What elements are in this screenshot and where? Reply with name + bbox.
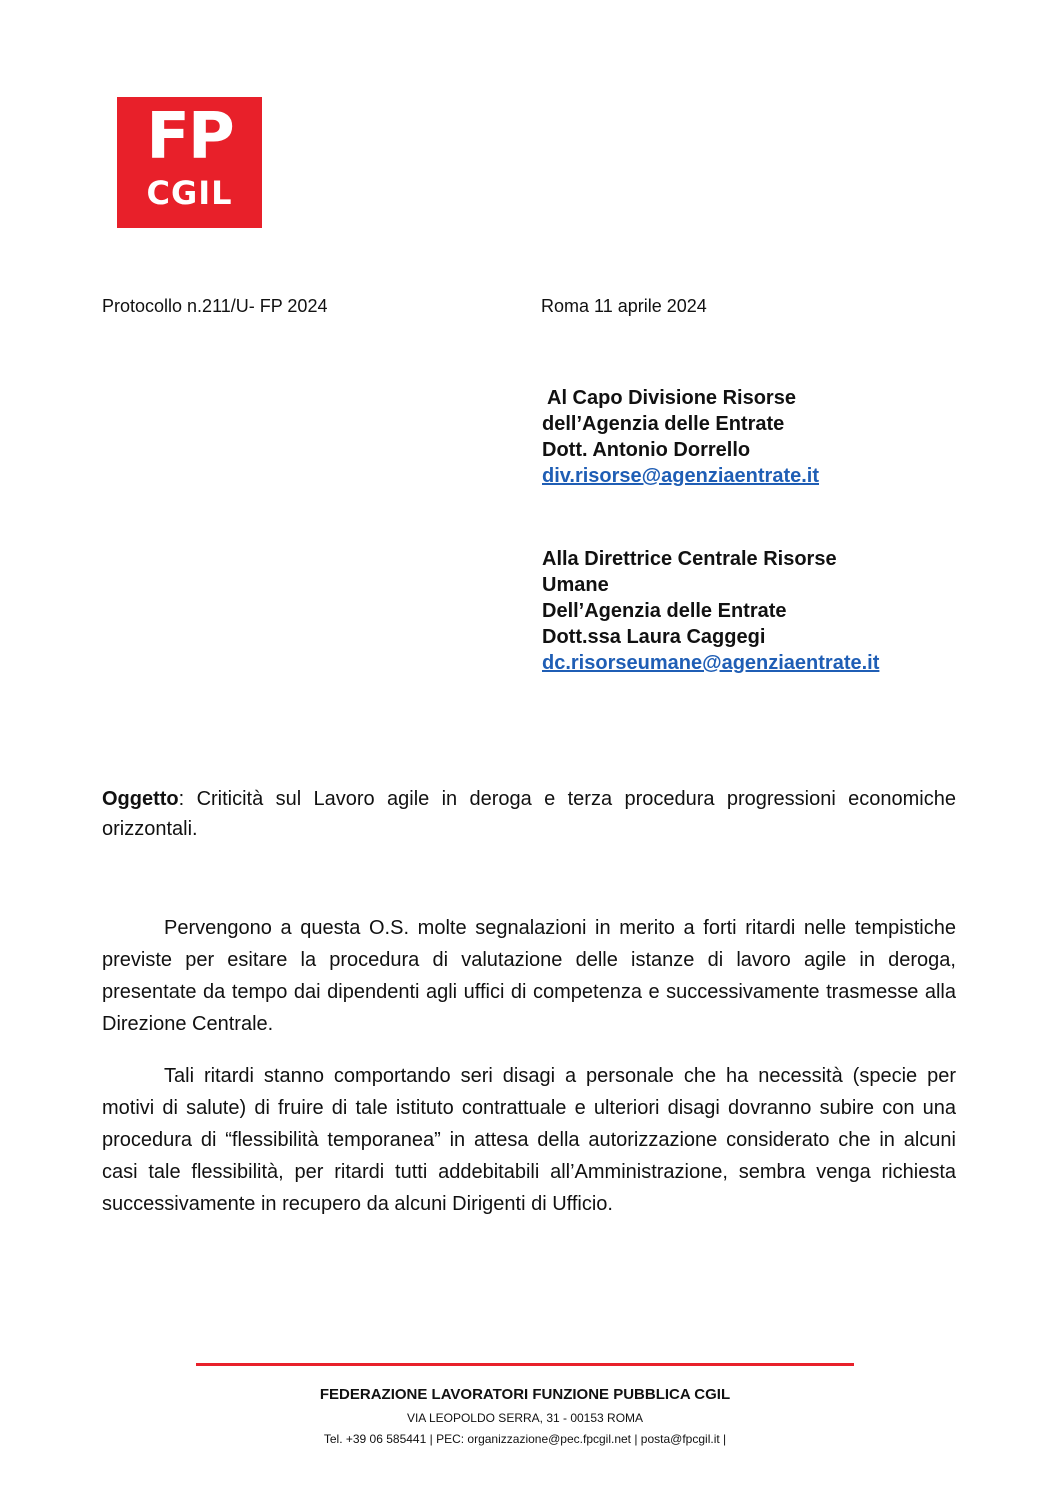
recipient-1-name: Dott. Antonio Dorrello: [542, 439, 751, 461]
recipient-2-word: Alla: [542, 548, 579, 570]
recipient-1-email-link[interactable]: div.risorse@agenziaentrate.it: [542, 465, 820, 487]
protocol-number: Protocollo n.211/U- FP 2024: [102, 296, 328, 316]
recipient-2-name: Dott.ssa Laura Caggegi: [542, 626, 766, 648]
recipient-2-agency: Dell’Agenzia delle Entrate: [542, 600, 787, 622]
recipient-2-word: Centrale: [677, 548, 758, 570]
subject-label: Oggetto: [102, 788, 179, 810]
recipient-1-title: Al Capo Divisione Risorse: [547, 387, 796, 409]
recipient-block-2: [542, 546, 956, 676]
recipient-2-title: [542, 546, 956, 572]
footer-contacts: Tel. +39 06 585441 | PEC: organizzazione@pec.fpcgil.net | posta@fpcgil.it |: [323, 1432, 727, 1446]
recipient-2-email-link[interactable]: dc.risorseumane@agenziaentrate.it: [542, 652, 880, 674]
recipient-block-1: [542, 385, 956, 489]
letter-date: Roma 11 aprile 2024: [541, 296, 707, 316]
logo-fp-text: FP: [146, 100, 233, 174]
recipient-2-title-cont: Umane: [542, 574, 609, 596]
footer-divider: [196, 1363, 854, 1366]
subject-line: [102, 784, 956, 844]
body-paragraph-1: Pervengono a questa O.S. molte segnalazioni in merito a forti ritardi nelle tempistiche previste per esitare la procedura di valutazione delle istanze di lavoro agile in deroga, presentate da tempo dai dipendenti agli uffici di competenza e successivamente trasmesse alla Direzione Centrale.: [102, 917, 956, 1035]
footer-organization: FEDERAZIONE LAVORATORI FUNZIONE PUBBLICA CGIL: [319, 1386, 731, 1403]
fp-cgil-logo: [117, 97, 262, 228]
recipient-1-agency: dell’Agenzia delle Entrate: [542, 413, 785, 435]
body-paragraph-2: Tali ritardi stanno comportando seri disagi a personale che ha necessità (specie per motivi di salute) di fruire di tale istituto contrattuale e ulteriori disagi dovranno subire con una procedura di “flessibilità temporanea” in attesa della autorizzazione considerato che in alcuni casi tale flessibilità, per ritardi tutti addebitabili all’Amministrazione, sembra venga richiesta successivamente in recupero da alcuni Dirigenti di Ufficio.: [102, 1065, 956, 1215]
recipient-2-word: Direttrice: [584, 548, 673, 570]
footer-address: VIA LEOPOLDO SERRA, 31 - 00153 ROMA: [406, 1411, 644, 1425]
recipient-2-word: Risorse: [763, 548, 837, 570]
logo-cgil-text: CGIL: [146, 174, 233, 212]
subject-text: : Criticità sul Lavoro agile in deroga e terza procedura progressioni economiche orizzontali.: [102, 788, 956, 840]
